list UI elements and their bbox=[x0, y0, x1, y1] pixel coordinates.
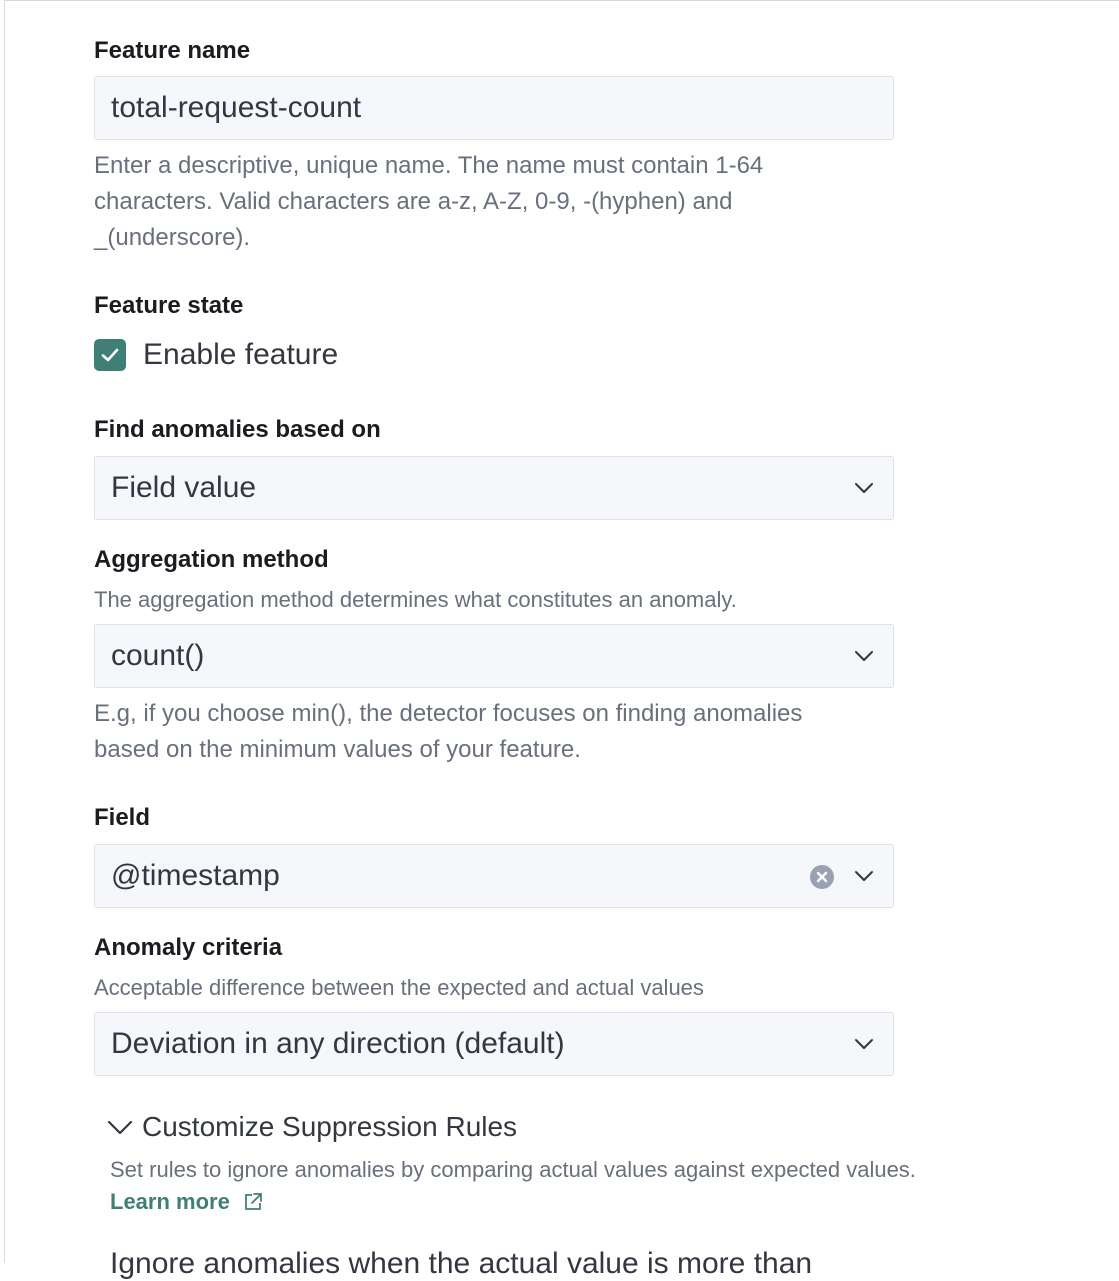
aggregation-method-help: E.g, if you choose min(), the detector focuses on finding anomalies based on the minimum values of your feature. bbox=[94, 700, 803, 763]
aggregation-method-value: count() bbox=[111, 639, 205, 672]
chevron-down-icon[interactable] bbox=[853, 645, 875, 667]
feature-panel bbox=[4, 0, 1119, 1280]
enable-feature-label[interactable]: Enable feature bbox=[143, 338, 339, 371]
find-anomalies-value: Field value bbox=[111, 471, 257, 504]
suppression-rules-accordion[interactable] bbox=[106, 1111, 517, 1143]
enable-feature-checkbox[interactable] bbox=[94, 339, 126, 371]
enable-feature-row[interactable] bbox=[94, 338, 338, 372]
suppression-help-text: Set rules to ignore anomalies by comparing actual values against expected values. bbox=[110, 1157, 916, 1182]
learn-more-label[interactable]: Learn more bbox=[110, 1189, 230, 1214]
feature-name-label: Feature name bbox=[94, 37, 251, 64]
chevron-down-icon[interactable] bbox=[853, 1033, 875, 1055]
anomaly-criteria-description: Acceptable difference between the expected and actual values bbox=[94, 975, 704, 1000]
learn-more-link[interactable] bbox=[110, 1189, 264, 1214]
aggregation-method-label: Aggregation method bbox=[94, 546, 329, 573]
feature-state-label: Feature state bbox=[94, 292, 244, 319]
chevron-down-icon[interactable] bbox=[106, 1113, 134, 1141]
anomaly-criteria-value: Deviation in any direction (default) bbox=[111, 1027, 565, 1060]
feature-name-help: Enter a descriptive, unique name. The name must contain 1-64 characters. Valid characters are a-z, A-Z, 0-9, -(hyphen) and _(underscore). bbox=[94, 152, 764, 251]
clear-icon[interactable] bbox=[809, 864, 835, 890]
feature-name-field[interactable] bbox=[94, 76, 894, 140]
find-anomalies-select[interactable] bbox=[94, 456, 894, 520]
field-label: Field bbox=[94, 804, 151, 831]
suppression-rules-title[interactable]: Customize Suppression Rules bbox=[142, 1111, 518, 1142]
chevron-down-icon[interactable] bbox=[853, 477, 875, 499]
suppression-rules-help bbox=[110, 1154, 930, 1218]
external-link-icon[interactable] bbox=[242, 1191, 264, 1213]
field-value: @timestamp bbox=[111, 859, 280, 892]
aggregation-method-description: The aggregation method determines what constitutes an anomaly. bbox=[94, 587, 737, 612]
aggregation-method-select[interactable] bbox=[94, 624, 894, 688]
suppression-rule-text: Ignore anomalies when the actual value is more than bbox=[110, 1247, 813, 1280]
feature-name-input[interactable] bbox=[111, 91, 851, 125]
anomaly-criteria-label: Anomaly criteria bbox=[94, 934, 283, 961]
anomaly-criteria-select[interactable] bbox=[94, 1012, 894, 1076]
find-anomalies-label: Find anomalies based on bbox=[94, 416, 381, 443]
chevron-down-icon[interactable] bbox=[853, 865, 875, 887]
field-combobox[interactable] bbox=[94, 844, 894, 908]
checkmark-icon bbox=[99, 344, 121, 366]
